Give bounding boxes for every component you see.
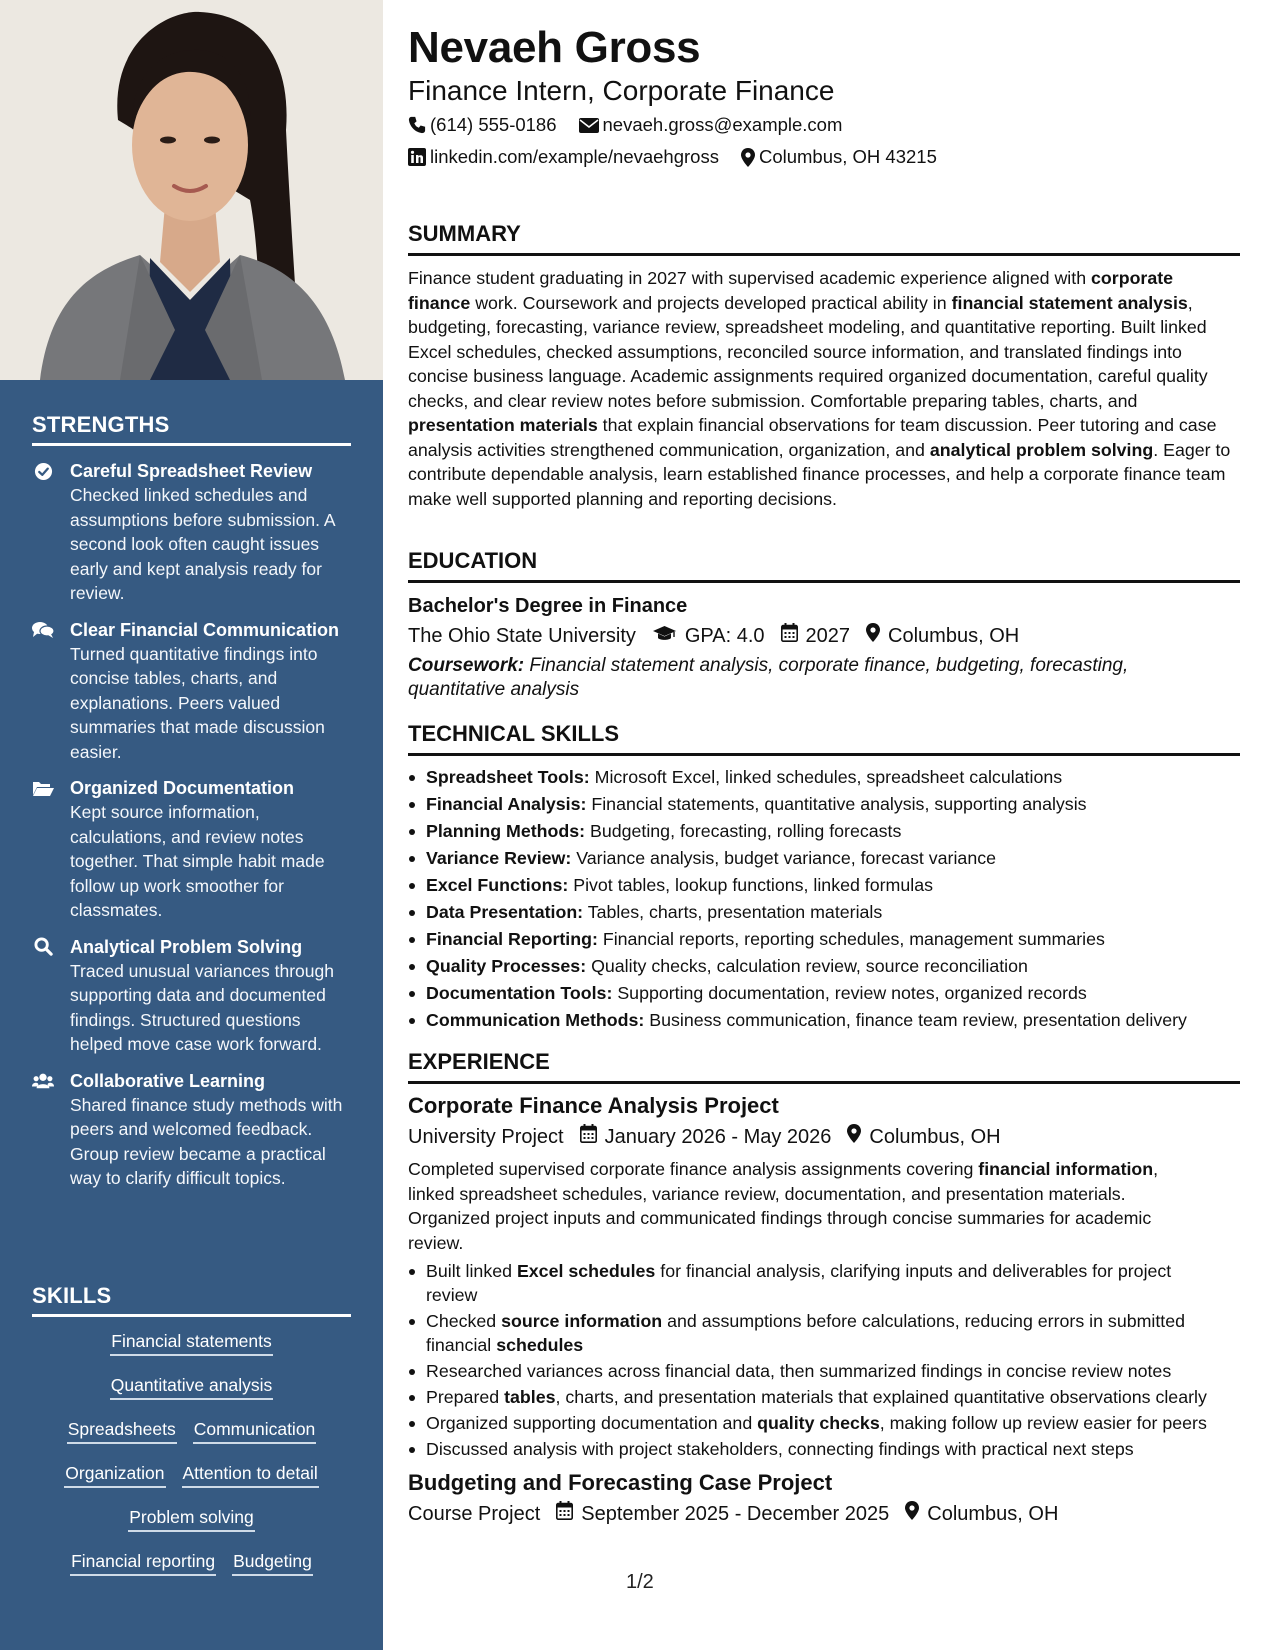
- strength-desc: Turned quantitative findings into concise tables, charts, and explanations. Peers valued summaries that made discussion easier.: [70, 643, 325, 762]
- experience-entry: [408, 1469, 1240, 1528]
- strength-title: Clear Financial Communication: [70, 619, 340, 640]
- technical-skill-label: Communication Methods:: [426, 1010, 645, 1030]
- job-meta: [408, 1123, 1240, 1151]
- technical-skill-item: [408, 818, 1240, 845]
- job-org: [408, 1123, 564, 1151]
- skill-tag: Spreadsheets: [67, 1417, 177, 1444]
- calendar-icon: [781, 622, 798, 650]
- technical-skill-item: [408, 764, 1240, 791]
- year-text: 2027: [805, 625, 851, 647]
- skill-row: [32, 1505, 351, 1532]
- gpa: [652, 622, 765, 650]
- bold-text: schedules: [496, 1335, 584, 1355]
- graduation-year: [781, 622, 851, 650]
- bold-text: corporate finance: [408, 268, 1174, 313]
- job-bullet: [408, 1385, 1208, 1409]
- job-dates: [556, 1500, 889, 1528]
- strength-title: Careful Spreadsheet Review: [70, 461, 313, 481]
- technical-skill-item: [408, 845, 1240, 872]
- job-bullet: [408, 1411, 1208, 1435]
- experience-entry: [408, 1092, 1240, 1461]
- technical-skill-value: Pivot tables, lookup functions, linked formulas: [568, 875, 933, 895]
- technical-skill-label: Excel Functions:: [426, 875, 569, 895]
- phone-contact: [408, 113, 557, 137]
- text-run: Built linked: [426, 1261, 517, 1281]
- skill-tag: Financial reporting: [70, 1549, 216, 1576]
- check-circle-icon: [32, 461, 54, 481]
- contact-line-1: [408, 113, 842, 137]
- bold-text: source information: [501, 1311, 663, 1331]
- coursework-label: Coursework:: [408, 655, 525, 676]
- linkedin-contact[interactable]: [408, 145, 719, 169]
- job-location: [905, 1500, 1058, 1528]
- linkedin-text[interactable]: linkedin.com/example/nevaehgross: [430, 146, 719, 167]
- calendar-icon: [580, 1123, 597, 1151]
- skills-heading: SKILLS: [32, 1283, 351, 1317]
- text-run: Finance student graduating in 2027 with supervised academic experience aligned with: [408, 268, 1092, 288]
- bold-text: financial statement analysis: [951, 292, 1188, 313]
- skill-row: [32, 1417, 351, 1444]
- comments-icon: [32, 620, 54, 640]
- users-icon: [32, 1071, 54, 1091]
- map-marker-icon: [741, 148, 755, 167]
- technical-skill-value: Financial statements, quantitative analysis, supporting analysis: [586, 794, 1087, 814]
- technical-skill-label: Quality Processes:: [426, 956, 587, 976]
- graduation-cap-icon: [652, 622, 677, 650]
- job-title: Budgeting and Forecasting Case Project: [408, 1470, 833, 1495]
- technical-skill-label: Financial Analysis:: [426, 794, 587, 814]
- bold-text: Excel schedules: [516, 1261, 656, 1281]
- summary-section: [408, 220, 1240, 511]
- profile-photo: [0, 0, 383, 380]
- text-run: Discussed analysis with project stakeholders, connecting findings with practical next steps: [426, 1439, 1134, 1459]
- job-dates: [580, 1123, 832, 1151]
- text-run: , budgeting, forecasting, variance review, spreadsheet modeling, and quantitative reporting. Built linked Excel schedules, checked assumptions, reconciled source information, and translated findings into concise business language. Academic assignments required organized documentation, careful quality checks, and clear review notes before submission. Comfortable preparing tables, charts, and: [408, 292, 1208, 411]
- technical-skill-item: [408, 791, 1240, 818]
- experience-section: [408, 1048, 1240, 1528]
- skills-section: [32, 1283, 351, 1593]
- technical-skill-value: Tables, charts, presentation materials: [583, 902, 883, 922]
- strength-desc: Traced unusual variances through supporting data and documented findings. Structured questions helped move case work forward.: [70, 960, 334, 1054]
- job-bullet: [408, 1259, 1208, 1307]
- page-number: 1/2: [626, 1571, 654, 1593]
- strength-desc: Kept source information, calculations, and review notes together. That simple habit made follow up work smoother for classmates.: [70, 802, 325, 920]
- text-run: for financial analysis, clarifying inputs and deliverables for project review: [426, 1261, 1172, 1305]
- technical-skill-item: [408, 980, 1240, 1007]
- education-heading: EDUCATION: [408, 547, 1240, 583]
- calendar-icon: [556, 1500, 573, 1528]
- bold-text: quality checks: [757, 1413, 880, 1433]
- skill-tag: Problem solving: [128, 1505, 255, 1532]
- technical-skill-item: [408, 926, 1240, 953]
- phone-text: (614) 555-0186: [430, 114, 557, 135]
- email-contact[interactable]: [579, 113, 843, 137]
- job-location: [847, 1123, 1000, 1151]
- job-dates-text: September 2025 - December 2025: [581, 1503, 890, 1525]
- job-org-text: Course Project: [408, 1503, 541, 1525]
- skill-row: [32, 1329, 351, 1356]
- candidate-name: Nevaeh Gross: [408, 23, 701, 72]
- education-location-text: Columbus, OH: [888, 625, 1020, 647]
- strength-item: [32, 935, 351, 1057]
- bold-text: financial information: [978, 1159, 1154, 1179]
- text-run: work. Coursework and projects developed practical ability in: [470, 292, 952, 313]
- technical-skill-item: [408, 953, 1240, 980]
- text-run: Researched variances across financial data, then summarized findings in concise review notes: [426, 1361, 1172, 1381]
- strength-item: [32, 618, 351, 765]
- strength-item: [32, 1069, 351, 1191]
- job-org: [408, 1500, 540, 1528]
- school: [408, 622, 636, 650]
- job-dates-text: January 2026 - May 2026: [604, 1126, 832, 1148]
- technical-skill-label: Spreadsheet Tools:: [426, 767, 590, 787]
- job-bullets: [408, 1259, 1240, 1461]
- job-bullet: [408, 1359, 1208, 1383]
- job-bullet: [408, 1309, 1208, 1357]
- candidate-role: Finance Intern, Corporate Finance: [408, 75, 835, 106]
- skill-tag: Attention to detail: [182, 1461, 319, 1488]
- technical-skills-heading: TECHNICAL SKILLS: [408, 720, 1240, 756]
- technical-skill-label: Planning Methods:: [426, 821, 586, 841]
- technical-skills-section: [408, 720, 1240, 1034]
- job-bullet: [408, 1437, 1208, 1461]
- bold-text: presentation materials: [408, 415, 598, 435]
- education-section: [408, 547, 1240, 702]
- map-marker-icon: [847, 1123, 861, 1151]
- skill-tag: Organization: [64, 1461, 165, 1488]
- strength-item: [32, 459, 351, 606]
- degree-title: Bachelor's Degree in Finance: [408, 595, 688, 617]
- strength-desc: Checked linked schedules and assumptions before submission. A second look often caught issues early and kept analysis ready for review.: [70, 485, 335, 603]
- coursework: [408, 654, 1208, 702]
- skill-tag: Financial statements: [110, 1329, 273, 1356]
- technical-skill-item: [408, 899, 1240, 926]
- technical-skills-list: [408, 764, 1240, 1034]
- strengths-section: [32, 412, 351, 1191]
- technical-skill-item: [408, 1007, 1240, 1034]
- education-meta: [408, 622, 1240, 650]
- strengths-heading: STRENGTHS: [32, 412, 351, 446]
- linkedin-icon: [408, 148, 426, 166]
- technical-skill-value: Microsoft Excel, linked schedules, spreadsheet calculations: [589, 767, 1063, 787]
- text-run: , linked spreadsheet schedules, variance review, documentation, and presentation materials. Organized project inputs and communicated findings through concise summaries for academic review.: [408, 1159, 1159, 1253]
- job-org-text: University Project: [408, 1126, 564, 1148]
- text-run: and assumptions before calculations, reducing errors in submitted financial: [426, 1311, 1186, 1355]
- text-run: , making follow up review easier for peers: [879, 1413, 1207, 1433]
- sidebar: [0, 0, 383, 1650]
- summary-heading: SUMMARY: [408, 220, 1240, 256]
- coursework-text: Financial statement analysis, corporate finance, budgeting, forecasting, quantitative analysis: [408, 655, 1129, 700]
- skill-row: [32, 1549, 351, 1576]
- text-run: . Eager to contribute dependable analysis, learn established finance processes, and help a corporate finance team make well supported planning and reporting decisions.: [408, 439, 1231, 509]
- technical-skill-item: [408, 872, 1240, 899]
- bold-text: tables: [504, 1387, 556, 1407]
- strength-item: [32, 776, 351, 923]
- skill-row: [32, 1373, 351, 1400]
- job-location-text: Columbus, OH: [869, 1126, 1001, 1148]
- technical-skill-value: Budgeting, forecasting, rolling forecasts: [585, 821, 902, 841]
- location-contact: [741, 145, 937, 169]
- technical-skill-value: Financial reports, reporting schedules, management summaries: [597, 929, 1105, 949]
- technical-skill-value: Variance analysis, budget variance, forecast variance: [571, 848, 996, 868]
- technical-skill-label: Financial Reporting:: [426, 929, 598, 949]
- technical-skill-label: Data Presentation:: [426, 902, 584, 922]
- skill-tag: Budgeting: [232, 1549, 313, 1576]
- education-location: [866, 622, 1019, 650]
- skill-tag: Communication: [193, 1417, 317, 1444]
- school-name: The Ohio State University: [408, 625, 636, 647]
- text-run: Checked: [426, 1311, 502, 1331]
- job-location-text: Columbus, OH: [927, 1503, 1059, 1525]
- text-run: , charts, and presentation materials that explained quantitative observations clearly: [555, 1387, 1207, 1407]
- email-text[interactable]: nevaeh.gross@example.com: [602, 114, 843, 135]
- strength-title: Organized Documentation: [70, 778, 295, 798]
- contact-line-2: [408, 145, 937, 169]
- technical-skill-label: Variance Review:: [426, 848, 572, 868]
- summary-text: [408, 266, 1238, 511]
- phone-icon: [408, 116, 426, 134]
- map-marker-icon: [866, 622, 880, 650]
- text-run: that explain financial observations for team discussion. Peer tutoring and case analysis activities strengthened communication, organization, and: [408, 415, 1217, 460]
- location-text: Columbus, OH 43215: [758, 146, 937, 167]
- job-title: Corporate Finance Analysis Project: [408, 1093, 779, 1118]
- experience-heading: EXPERIENCE: [408, 1048, 1240, 1084]
- technical-skill-value: Business communication, finance team review, presentation delivery: [644, 1010, 1187, 1030]
- skills-tag-cloud: [32, 1329, 351, 1576]
- search-icon: [32, 937, 54, 957]
- skill-row: [32, 1461, 351, 1488]
- gpa-text: GPA: 4.0: [684, 625, 765, 647]
- technical-skill-value: Supporting documentation, review notes, organized records: [612, 983, 1087, 1003]
- map-marker-icon: [905, 1500, 919, 1528]
- technical-skill-value: Quality checks, calculation review, source reconciliation: [586, 956, 1028, 976]
- strength-title: Collaborative Learning: [70, 1070, 266, 1091]
- envelope-icon: [579, 118, 599, 133]
- text-run: Completed supervised corporate finance analysis assignments covering: [408, 1159, 979, 1179]
- bold-text: analytical problem solving: [929, 439, 1154, 460]
- strength-title: Analytical Problem Solving: [70, 936, 303, 957]
- technical-skill-label: Documentation Tools:: [426, 983, 613, 1003]
- folder-open-icon: [32, 778, 54, 798]
- job-meta: [408, 1500, 1240, 1528]
- text-run: Organized supporting documentation and: [426, 1413, 758, 1433]
- text-run: Prepared: [426, 1387, 505, 1407]
- skill-tag: Quantitative analysis: [110, 1373, 273, 1400]
- job-description: [408, 1157, 1208, 1255]
- strength-desc: Shared finance study methods with peers and welcomed feedback. Group review became a practical way to clarify difficult topics.: [70, 1094, 343, 1188]
